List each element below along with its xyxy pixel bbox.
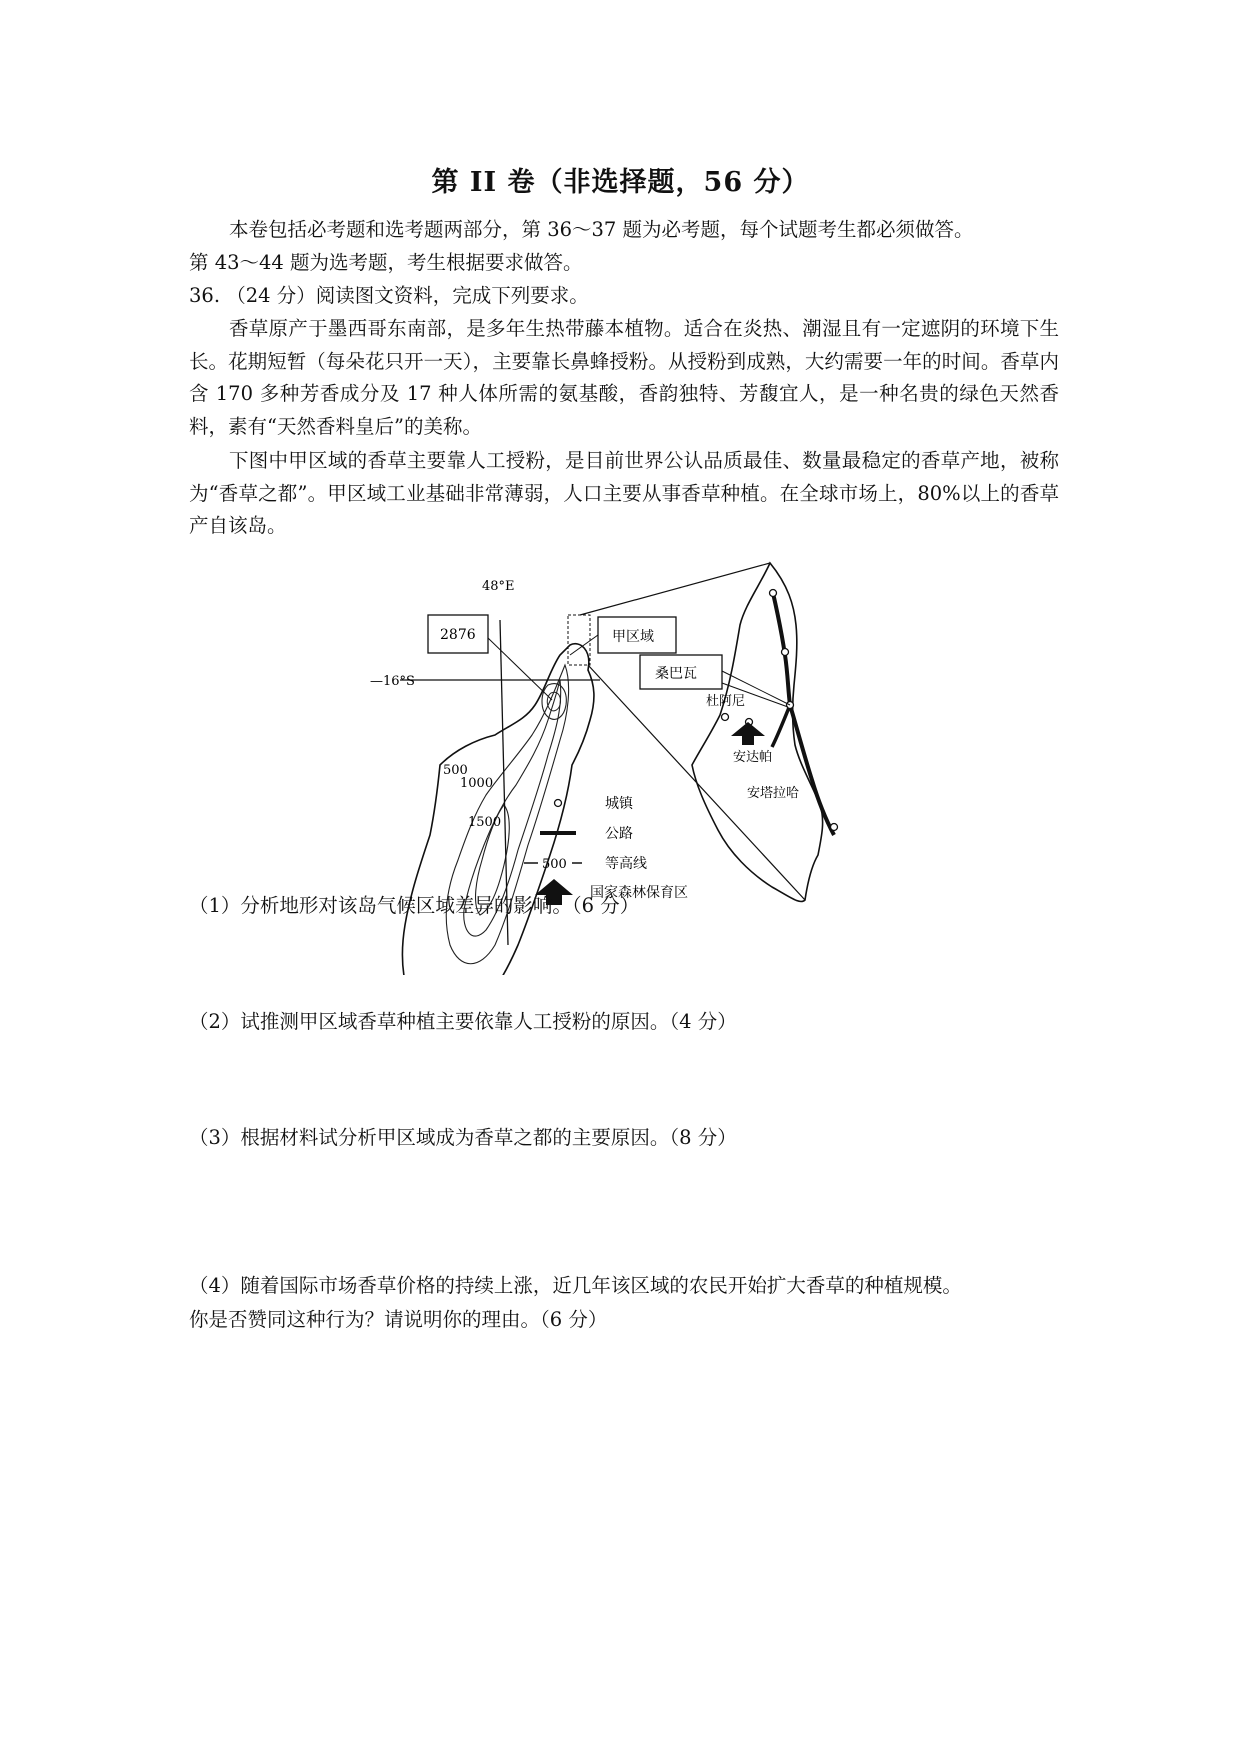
- peak-label: 2876: [440, 627, 476, 643]
- contour-label-500: 500: [443, 763, 468, 778]
- legend-contour-label: 等高线: [605, 856, 647, 872]
- town-duani: [722, 714, 729, 721]
- question-36-header: 36. （24 分）阅读图文资料，完成下列要求。: [189, 284, 589, 307]
- contour-label-1000: 1000: [460, 776, 494, 791]
- legend-town-label: 城镇: [605, 796, 633, 812]
- region-label: 甲区域: [612, 629, 654, 645]
- town-label-antalaha: 安塔拉哈: [747, 786, 800, 801]
- question-36-paragraph-1: 香草原产于墨西哥东南部，是多年生热带藤本植物。适合在炎热、潮湿且有一定遮阴的环境下生长。花期短暂（每朵花只开一天），主要靠长鼻蜂授粉。从授粉到成熟，大约需要一年的时间。香草内含 170 多种芳香成分及 17 种人体所需的氨基酸，香韵独特、芳馥宜人，是一种名贵的绿色天然香料，素有“天然香料皇后”的美称。: [189, 317, 1059, 438]
- question-36-paragraph-2: 下图中甲区域的香草主要靠人工授粉，是目前世界公认品质最佳、数量最稳定的香草产地，被称为“香草之都”。甲区域工业基础非常薄弱，人口主要从事香草种植。在全球市场上，80%以上的香草产自该岛。: [189, 449, 1059, 537]
- question-2: （2）试推测甲区域香草种植主要依靠人工授粉的原因。（4 分）: [189, 1010, 737, 1033]
- contour-label-1500: 1500: [468, 815, 502, 830]
- town-label-duani: 杜阿尼: [706, 694, 746, 709]
- town-antalaha: [831, 824, 838, 831]
- region-dashed-outline: [568, 615, 590, 665]
- town-label-andapa: 安达帕: [733, 750, 773, 765]
- town-sambava: [782, 649, 789, 656]
- branch-road: [772, 705, 790, 747]
- forest-reserve-arrow: [731, 722, 765, 745]
- question-3: （3）根据材料试分析甲区域成为香草之都的主要原因。（8 分）: [189, 1126, 737, 1149]
- question-1: （1）分析地形对该岛气候区域差异的影响。（6 分）: [189, 894, 640, 917]
- peak-leader-line: [488, 638, 552, 700]
- town-top: [770, 590, 777, 597]
- question-4-line-2: 你是否赞同这种行为？请说明你的理由。（6 分）: [189, 1308, 608, 1331]
- question-4-line-1: （4）随着国际市场香草价格的持续上涨，近几年该区域的农民开始扩大香草的种植规模。: [189, 1274, 962, 1297]
- instructions-line-1: 本卷包括必考题和选考题两部分，第 36～37 题为必考题，每个试题考生都必须做答。: [229, 218, 974, 241]
- legend-road-label: 公路: [605, 826, 633, 842]
- latitude-label: —16°S: [370, 674, 415, 689]
- instructions-line-2: 第 43～44 题为选考题，考生根据要求做答。: [189, 251, 583, 274]
- legend-forest-label: 国家森林保育区: [590, 885, 688, 901]
- section-title: 第 II 卷（非选择题，56 分）: [431, 167, 810, 198]
- legend-contour-sample: 500: [542, 857, 567, 872]
- town-label-sambava: 桑巴瓦: [655, 666, 697, 682]
- inset-projection-top: [580, 563, 770, 615]
- region-leader-line: [570, 635, 598, 655]
- legend-town-icon: [555, 800, 562, 807]
- longitude-label: 48°E: [482, 579, 515, 594]
